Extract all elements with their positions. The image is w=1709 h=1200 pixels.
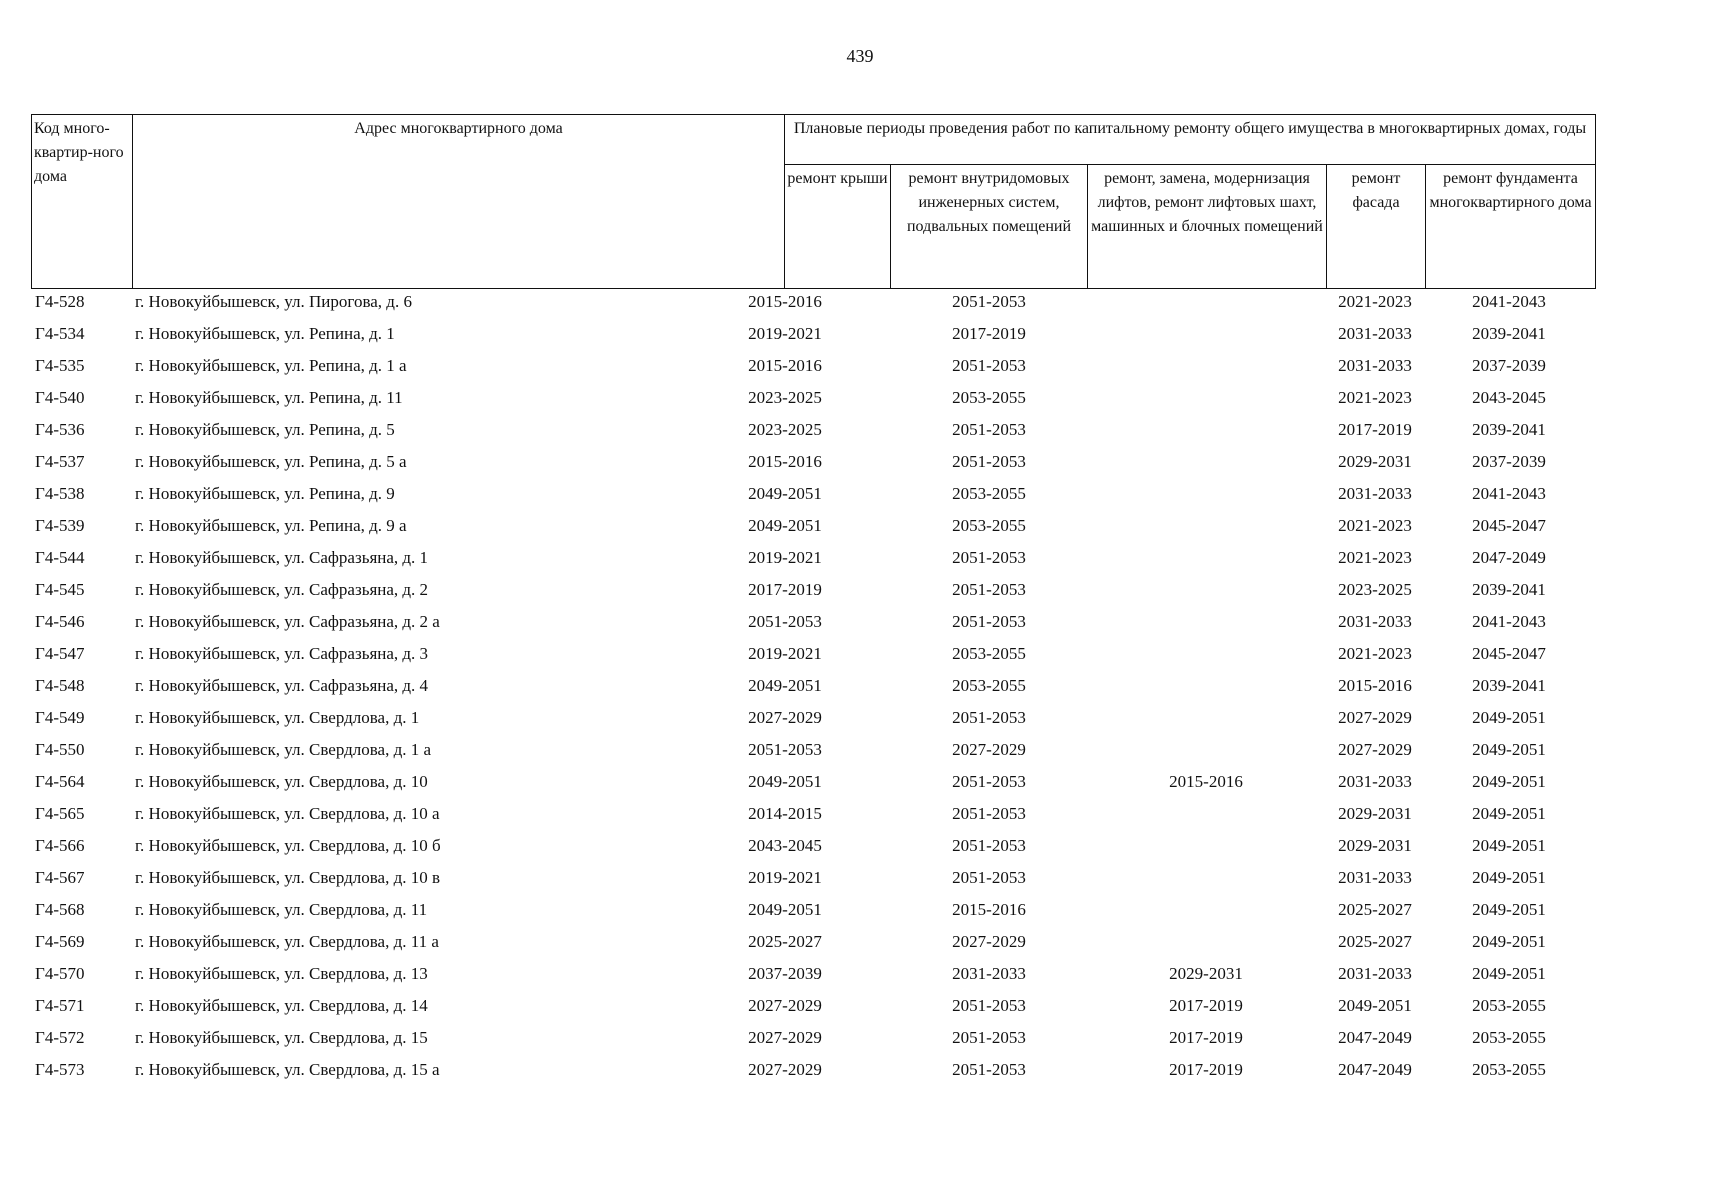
- cell-engineering: 2051-2053: [952, 356, 1026, 375]
- cell-facade: 2029-2031: [1338, 804, 1412, 823]
- cell-facade: 2023-2025: [1338, 580, 1412, 599]
- cell-code: Г4-534: [35, 324, 85, 343]
- cell-roof: 2023-2025: [748, 420, 822, 439]
- cell-foundation: 2049-2051: [1472, 772, 1546, 791]
- cell-engineering: 2031-2033: [952, 964, 1026, 983]
- cell-foundation: 2045-2047: [1472, 516, 1546, 535]
- cell-facade: 2031-2033: [1338, 964, 1412, 983]
- cell-code: Г4-569: [35, 932, 85, 951]
- cell-engineering: 2051-2053: [952, 804, 1026, 823]
- cell-engineering: 2027-2029: [952, 740, 1026, 759]
- cell-code: Г4-535: [35, 356, 85, 375]
- cell-facade: 2029-2031: [1338, 836, 1412, 855]
- cell-address: г. Новокуйбышевск, ул. Свердлова, д. 15: [135, 1028, 428, 1047]
- cell-code: Г4-540: [35, 388, 85, 407]
- cell-code: Г4-570: [35, 964, 85, 983]
- cell-facade: 2025-2027: [1338, 932, 1412, 951]
- cell-address: г. Новокуйбышевск, ул. Свердлова, д. 10 в: [135, 868, 441, 887]
- cell-roof: 2027-2029: [748, 996, 822, 1015]
- cell-address: г. Новокуйбышевск, ул. Сафразьяна, д. 2: [135, 580, 429, 599]
- cell-facade: 2029-2031: [1338, 452, 1412, 471]
- cell-facade: 2031-2033: [1338, 868, 1412, 887]
- cell-facade: 2015-2016: [1338, 676, 1412, 695]
- cell-code: Г4-549: [35, 708, 85, 727]
- cell-facade: 2031-2033: [1338, 484, 1412, 503]
- cell-facade: 2049-2051: [1338, 996, 1412, 1015]
- cell-roof: 2049-2051: [748, 900, 822, 919]
- cell-address: г. Новокуйбышевск, ул. Свердлова, д. 13: [135, 964, 428, 983]
- cell-code: Г4-544: [35, 548, 85, 567]
- cell-facade: 2031-2033: [1338, 324, 1412, 343]
- header-facade: ремонт фасада: [1327, 165, 1426, 289]
- cell-facade: 2027-2029: [1338, 708, 1412, 727]
- cell-facade: 2047-2049: [1338, 1028, 1412, 1047]
- cell-foundation: 2049-2051: [1472, 964, 1546, 983]
- cell-facade: 2021-2023: [1338, 516, 1412, 535]
- cell-roof: 2049-2051: [748, 676, 822, 695]
- cell-foundation: 2039-2041: [1472, 676, 1546, 695]
- cell-code: Г4-572: [35, 1028, 85, 1047]
- cell-roof: 2023-2025: [748, 388, 822, 407]
- cell-code: Г4-538: [35, 484, 85, 503]
- cell-facade: 2031-2033: [1338, 772, 1412, 791]
- cell-code: Г4-550: [35, 740, 85, 759]
- cell-facade: 2021-2023: [1338, 292, 1412, 311]
- cell-engineering: 2051-2053: [952, 612, 1026, 631]
- cell-code: Г4-568: [35, 900, 85, 919]
- cell-address: г. Новокуйбышевск, ул. Репина, д. 1 а: [135, 356, 407, 375]
- cell-foundation: 2043-2045: [1472, 388, 1546, 407]
- cell-foundation: 2053-2055: [1472, 996, 1546, 1015]
- cell-code: Г4-564: [35, 772, 85, 791]
- cell-code: Г4-546: [35, 612, 85, 631]
- cell-address: г. Новокуйбышевск, ул. Репина, д. 1: [135, 324, 395, 343]
- cell-foundation: 2049-2051: [1472, 900, 1546, 919]
- cell-foundation: 2041-2043: [1472, 612, 1546, 631]
- cell-address: г. Новокуйбышевск, ул. Свердлова, д. 14: [135, 996, 428, 1015]
- cell-address: г. Новокуйбышевск, ул. Свердлова, д. 15 а: [135, 1060, 440, 1079]
- cell-foundation: 2041-2043: [1472, 484, 1546, 503]
- cell-foundation: 2053-2055: [1472, 1028, 1546, 1047]
- cell-roof: 2017-2019: [748, 580, 822, 599]
- cell-code: Г4-528: [35, 292, 85, 311]
- cell-engineering: 2051-2053: [952, 708, 1026, 727]
- cell-engineering: 2053-2055: [952, 484, 1026, 503]
- cell-roof: 2025-2027: [748, 932, 822, 951]
- table-header: [31, 114, 1596, 289]
- cell-code: Г4-547: [35, 644, 85, 663]
- cell-roof: 2049-2051: [748, 772, 822, 791]
- page-number: 439: [846, 46, 874, 66]
- cell-lifts: 2015-2016: [1169, 772, 1243, 791]
- cell-address: г. Новокуйбышевск, ул. Пирогова, д. 6: [135, 292, 412, 311]
- cell-roof: 2049-2051: [748, 516, 822, 535]
- cell-roof: 2019-2021: [748, 644, 822, 663]
- cell-engineering: 2053-2055: [952, 676, 1026, 695]
- cell-engineering: 2015-2016: [952, 900, 1026, 919]
- cell-address: г. Новокуйбышевск, ул. Сафразьяна, д. 2 а: [135, 612, 440, 631]
- cell-facade: 2021-2023: [1338, 388, 1412, 407]
- cell-foundation: 2053-2055: [1472, 1060, 1546, 1079]
- header-lifts: ремонт, замена, модернизация лифтов, ремонт лифтовых шахт, машинных и блочных помещений: [1088, 165, 1327, 289]
- cell-engineering: 2053-2055: [952, 388, 1026, 407]
- cell-roof: 2015-2016: [748, 452, 822, 471]
- cell-foundation: 2041-2043: [1472, 292, 1546, 311]
- cell-lifts: 2017-2019: [1169, 1060, 1243, 1079]
- cell-roof: 2051-2053: [748, 740, 822, 759]
- cell-foundation: 2037-2039: [1472, 356, 1546, 375]
- header-engineering: ремонт внутридомовых инженерных систем, подвальных помещений: [891, 165, 1088, 289]
- cell-address: г. Новокуйбышевск, ул. Свердлова, д. 10: [135, 772, 428, 791]
- cell-code: Г4-567: [35, 868, 85, 887]
- cell-facade: 2031-2033: [1338, 612, 1412, 631]
- cell-address: г. Новокуйбышевск, ул. Свердлова, д. 1: [135, 708, 420, 727]
- cell-foundation: 2049-2051: [1472, 868, 1546, 887]
- cell-roof: 2019-2021: [748, 868, 822, 887]
- cell-facade: 2025-2027: [1338, 900, 1412, 919]
- cell-engineering: 2051-2053: [952, 868, 1026, 887]
- cell-roof: 2043-2045: [748, 836, 822, 855]
- cell-engineering: 2051-2053: [952, 836, 1026, 855]
- cell-address: г. Новокуйбышевск, ул. Сафразьяна, д. 1: [135, 548, 429, 567]
- cell-code: Г4-566: [35, 836, 85, 855]
- cell-engineering: 2051-2053: [952, 420, 1026, 439]
- cell-engineering: 2027-2029: [952, 932, 1026, 951]
- cell-lifts: 2017-2019: [1169, 996, 1243, 1015]
- cell-lifts: 2017-2019: [1169, 1028, 1243, 1047]
- cell-code: Г4-565: [35, 804, 85, 823]
- cell-roof: 2027-2029: [748, 708, 822, 727]
- cell-roof: 2027-2029: [748, 1060, 822, 1079]
- cell-address: г. Новокуйбышевск, ул. Репина, д. 9: [135, 484, 395, 503]
- cell-foundation: 2049-2051: [1472, 836, 1546, 855]
- cell-foundation: 2047-2049: [1472, 548, 1546, 567]
- cell-foundation: 2049-2051: [1472, 932, 1546, 951]
- cell-code: Г4-545: [35, 580, 85, 599]
- cell-address: г. Новокуйбышевск, ул. Свердлова, д. 11: [135, 900, 428, 919]
- cell-code: Г4-539: [35, 516, 85, 535]
- cell-engineering: 2051-2053: [952, 292, 1026, 311]
- cell-engineering: 2051-2053: [952, 772, 1026, 791]
- cell-address: г. Новокуйбышевск, ул. Свердлова, д. 10 а: [135, 804, 440, 823]
- cell-address: г. Новокуйбышевск, ул. Сафразьяна, д. 4: [135, 676, 429, 695]
- cell-roof: 2015-2016: [748, 292, 822, 311]
- header-roof: ремонт крыши: [785, 165, 891, 289]
- header-periods: Плановые периоды проведения работ по капитальному ремонту общего имущества в многоквартирных домах, годы: [785, 115, 1596, 165]
- cell-code: Г4-536: [35, 420, 85, 439]
- cell-foundation: 2039-2041: [1472, 580, 1546, 599]
- cell-lifts: 2029-2031: [1169, 964, 1243, 983]
- cell-address: г. Новокуйбышевск, ул. Свердлова, д. 1 а: [135, 740, 432, 759]
- cell-code: Г4-548: [35, 676, 85, 695]
- cell-address: г. Новокуйбышевск, ул. Репина, д. 5 а: [135, 452, 407, 471]
- cell-code: Г4-571: [35, 996, 85, 1015]
- cell-roof: 2015-2016: [748, 356, 822, 375]
- cell-foundation: 2039-2041: [1472, 420, 1546, 439]
- cell-foundation: 2039-2041: [1472, 324, 1546, 343]
- cell-facade: 2017-2019: [1338, 420, 1412, 439]
- header-foundation: ремонт фундамента многоквартирного дома: [1426, 165, 1596, 289]
- cell-roof: 2019-2021: [748, 324, 822, 343]
- cell-address: г. Новокуйбышевск, ул. Репина, д. 9 а: [135, 516, 407, 535]
- cell-engineering: 2051-2053: [952, 580, 1026, 599]
- header-address: Адрес многоквартирного дома: [133, 115, 785, 289]
- cell-foundation: 2049-2051: [1472, 708, 1546, 727]
- cell-address: г. Новокуйбышевск, ул. Репина, д. 5: [135, 420, 395, 439]
- cell-code: Г4-537: [35, 452, 85, 471]
- cell-foundation: 2049-2051: [1472, 740, 1546, 759]
- cell-roof: 2027-2029: [748, 1028, 822, 1047]
- cell-engineering: 2051-2053: [952, 1028, 1026, 1047]
- cell-address: г. Новокуйбышевск, ул. Репина, д. 11: [135, 388, 403, 407]
- cell-address: г. Новокуйбышевск, ул. Свердлова, д. 10 б: [135, 836, 441, 855]
- cell-facade: 2021-2023: [1338, 644, 1412, 663]
- cell-facade: 2031-2033: [1338, 356, 1412, 375]
- cell-roof: 2019-2021: [748, 548, 822, 567]
- cell-engineering: 2053-2055: [952, 644, 1026, 663]
- cell-roof: 2014-2015: [748, 804, 822, 823]
- cell-foundation: 2049-2051: [1472, 804, 1546, 823]
- cell-facade: 2021-2023: [1338, 548, 1412, 567]
- cell-roof: 2037-2039: [748, 964, 822, 983]
- cell-engineering: 2053-2055: [952, 516, 1026, 535]
- cell-address: г. Новокуйбышевск, ул. Свердлова, д. 11 а: [135, 932, 439, 951]
- cell-facade: 2047-2049: [1338, 1060, 1412, 1079]
- cell-engineering: 2051-2053: [952, 996, 1026, 1015]
- cell-engineering: 2017-2019: [952, 324, 1026, 343]
- cell-engineering: 2051-2053: [952, 1060, 1026, 1079]
- cell-engineering: 2051-2053: [952, 548, 1026, 567]
- cell-facade: 2027-2029: [1338, 740, 1412, 759]
- cell-roof: 2051-2053: [748, 612, 822, 631]
- cell-roof: 2049-2051: [748, 484, 822, 503]
- cell-address: г. Новокуйбышевск, ул. Сафразьяна, д. 3: [135, 644, 429, 663]
- cell-code: Г4-573: [35, 1060, 85, 1079]
- cell-foundation: 2037-2039: [1472, 452, 1546, 471]
- cell-foundation: 2045-2047: [1472, 644, 1546, 663]
- cell-engineering: 2051-2053: [952, 452, 1026, 471]
- header-code: Код много-квартир-ного дома: [32, 115, 133, 289]
